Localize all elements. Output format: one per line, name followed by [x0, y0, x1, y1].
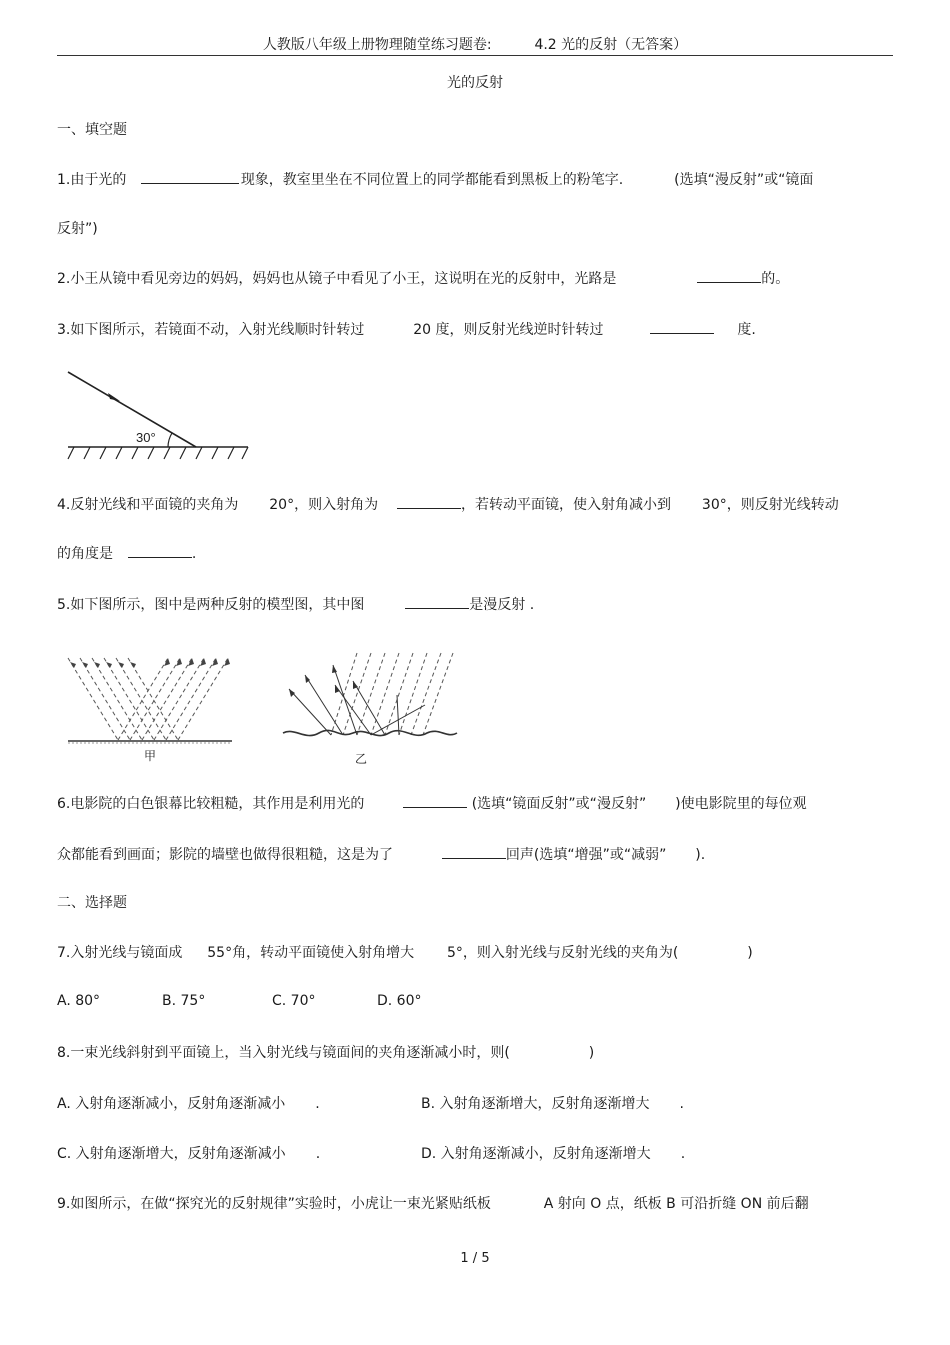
q4-text-a: 4.反射光线和平面镜的夹角为: [57, 497, 239, 513]
q1-answer-blank[interactable]: [141, 169, 239, 184]
q2-text-b: 的。: [761, 271, 790, 287]
q7-text-b: 55°角，转动平面镜使入射角增大: [207, 945, 415, 961]
header-title: 人教版八年级上册物理随堂练习题卷:: [262, 37, 492, 53]
page-header: [0, 34, 950, 54]
q3-text-a: 3.如下图所示，若镜面不动，入射光线顺时针转过: [57, 322, 365, 338]
q7-option-b[interactable]: B. 75°: [162, 993, 206, 1009]
document-title: 光的反射: [447, 75, 503, 91]
question-3: [57, 319, 756, 339]
q4-text-d: 30°，则反射光线转动: [701, 497, 839, 513]
q7-option-c[interactable]: C. 70°: [272, 993, 316, 1009]
q2-text-a: 2.小王从镜中看见旁边的妈妈，妈妈也从镜子中看见了小王，这说明在光的反射中，光路是: [57, 271, 617, 287]
q5-fig-label-a: 甲: [144, 749, 157, 763]
question-4: [57, 494, 839, 514]
q8-option-d[interactable]: [421, 1143, 685, 1163]
q7-text-c: 5°，则入射光线与反射光线的夹角为(: [447, 945, 679, 961]
q4-answer-blank-1[interactable]: [397, 494, 461, 509]
q1-text-b: 现象，教室里坐在不同位置上的同学都能看到黑板上的粉笔字.: [240, 172, 624, 188]
q8-option-d-text: D. 入射角逐渐减小，反射角逐渐增大: [421, 1146, 651, 1162]
q4-text-e: 的角度是: [57, 546, 113, 562]
question-1: [57, 169, 813, 189]
q3-angle-label: 30°: [136, 430, 156, 445]
page-number: 1 / 5: [460, 1251, 490, 1266]
q7-text-a: 7.入射光线与镜面成: [57, 945, 183, 961]
q3-answer-blank[interactable]: [650, 319, 714, 334]
q8-option-b[interactable]: [421, 1093, 684, 1113]
q7-text-d: ): [747, 945, 753, 961]
q8-text-b: ): [588, 1045, 595, 1061]
q8-option-d-dot: .: [680, 1146, 686, 1162]
q7-option-a[interactable]: A. 80°: [57, 993, 101, 1009]
q8-text-a: 8.一束光线斜射到平面镜上，当入射光线与镜面间的夹角逐渐减小时，则(: [57, 1045, 510, 1061]
q5-text-b: 是漫反射 .: [469, 597, 535, 613]
question-9: [57, 1193, 809, 1213]
q6-text-b: (选填“镜面反射”或“漫反射”: [471, 796, 647, 812]
section-fill-heading: 一、填空题: [57, 122, 127, 138]
q4-text-c: ，若转动平面镜，使入射角减小到: [461, 497, 671, 513]
header-divider: [57, 55, 893, 56]
q8-option-a-dot: .: [315, 1096, 320, 1112]
q5-specular-reflection-figure: [60, 648, 240, 768]
question-4-cont: [57, 543, 196, 563]
q2-answer-blank[interactable]: [697, 268, 761, 283]
question-7: [57, 942, 753, 962]
q6-answer-blank-1[interactable]: [403, 793, 467, 808]
q6-text-e: 回声(选填“增强”或“减弱”: [505, 847, 667, 863]
q3-text-b: 20 度，则反射光线逆时针转过: [413, 322, 604, 338]
q8-option-a-text: A. 入射角逐渐减小，反射角逐渐减小: [57, 1096, 286, 1112]
q7-option-d[interactable]: D. 60°: [377, 993, 422, 1009]
question-6: [57, 793, 807, 813]
q5-answer-blank[interactable]: [405, 594, 469, 609]
q5-diffuse-reflection-figure: [275, 645, 465, 770]
q5-text-a: 5.如下图所示，图中是两种反射的模型图，其中图: [57, 597, 365, 613]
q5-fig-label-b: 乙: [355, 752, 368, 766]
q3-mirror-figure: [60, 365, 260, 465]
q9-text-b: A 射向 O 点，纸板 B 可沿折缝 ON 前后翻: [543, 1196, 809, 1212]
q4-answer-blank-2[interactable]: [128, 543, 192, 558]
q8-option-b-dot: .: [679, 1096, 684, 1112]
question-1-cont: 反射”): [57, 221, 98, 237]
question-5: [57, 594, 534, 614]
q8-option-a[interactable]: [57, 1093, 320, 1113]
section-choice-heading: 二、选择题: [57, 895, 127, 911]
q8-option-c-dot: .: [315, 1146, 321, 1162]
q6-text-f: ).: [695, 847, 706, 863]
question-6-cont: [57, 844, 705, 864]
q6-text-d: 众都能看到画面；影院的墙壁也做得很粗糙，这是为了: [57, 847, 393, 863]
q4-text-f: .: [191, 546, 197, 562]
q1-text-c: (选填“漫反射”或“镜面: [674, 172, 814, 188]
q6-text-a: 6.电影院的白色银幕比较粗糙，其作用是利用光的: [57, 796, 365, 812]
q8-option-c[interactable]: [57, 1143, 320, 1163]
header-subtitle: 4.2 光的反射（无答案）: [534, 37, 688, 53]
q6-text-c: )使电影院里的每位观: [675, 796, 807, 812]
question-2: [57, 268, 789, 288]
q9-text-a: 9.如图所示，在做“探究光的反射规律”实验时，小虎让一束光紧贴纸板: [57, 1196, 491, 1212]
q8-option-c-text: C. 入射角逐渐增大，反射角逐渐减小: [57, 1146, 286, 1162]
q4-text-b: 20°，则入射角为: [269, 497, 379, 513]
q8-option-b-text: B. 入射角逐渐增大，反射角逐渐增大: [421, 1096, 650, 1112]
q1-text-a: 1.由于光的: [57, 172, 127, 188]
question-8: [57, 1042, 594, 1062]
q6-answer-blank-2[interactable]: [442, 844, 506, 859]
q3-text-c: 度.: [737, 322, 756, 338]
